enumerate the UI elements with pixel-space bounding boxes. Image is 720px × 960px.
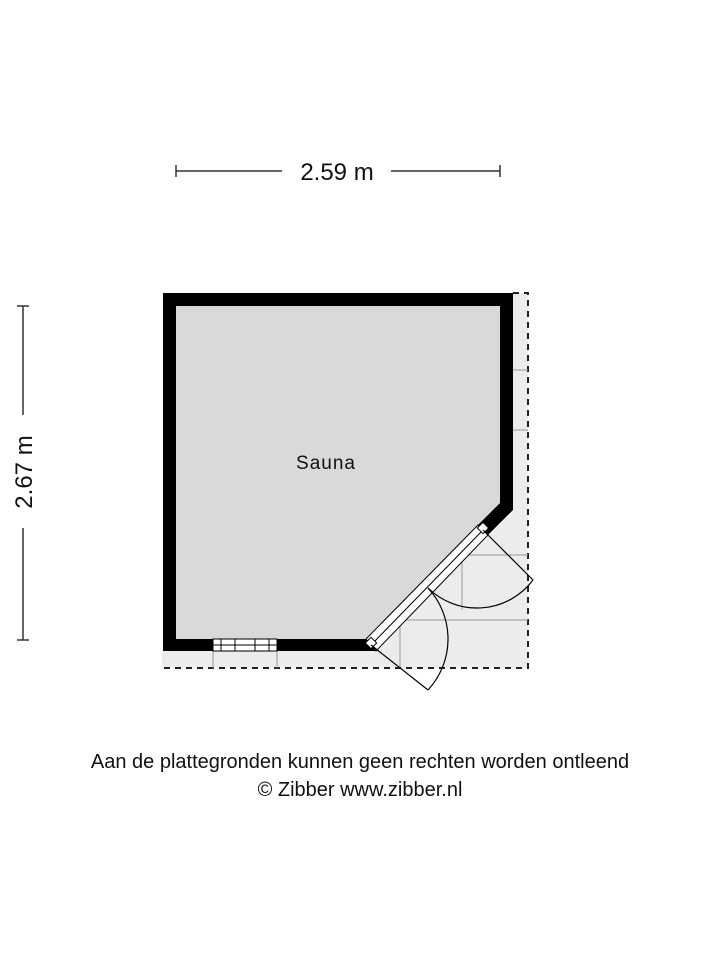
- room-label-sauna: Sauna: [296, 453, 356, 474]
- window: [213, 639, 277, 651]
- disclaimer-text: Aan de plattegronden kunnen geen rechten worden ontleend: [90, 751, 630, 773]
- height-dimension: [11, 306, 38, 640]
- copyright-text: © Zibber www.zibber.nl: [257, 779, 463, 801]
- width-dimension: [176, 159, 500, 186]
- width-dimension-label: 2.59 m: [300, 159, 374, 186]
- height-dimension-label: 2.67 m: [11, 435, 38, 509]
